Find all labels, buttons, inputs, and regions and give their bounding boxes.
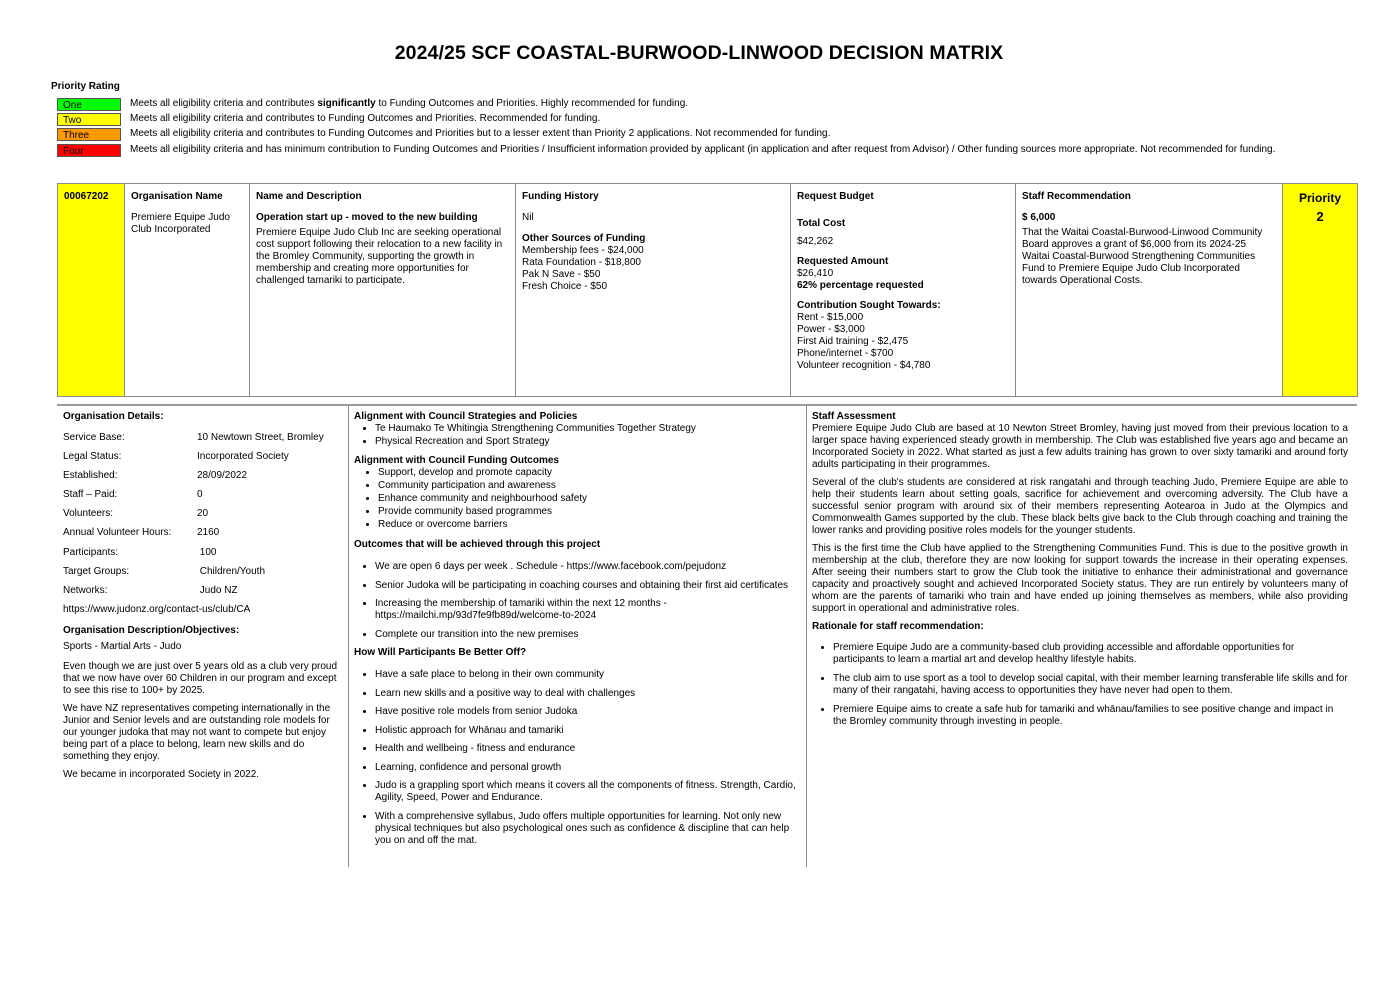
priority-rating-heading: Priority Rating — [51, 81, 120, 92]
detail-label: Networks: — [63, 584, 108, 596]
detail-row — [63, 489, 338, 508]
detail-label: Legal Status: — [63, 451, 122, 463]
list-item: • Premiere Equipe aims to create a safe hub for tamariki and whānau/families to see positive change and impact in the Bromley community through investing in people. — [833, 704, 1348, 728]
priority-value: 2 — [1316, 209, 1324, 224]
contribution-item: Phone/internet - $700 — [797, 348, 894, 359]
list-item: • Reduce or overcome barriers — [378, 519, 796, 531]
priority-description: Meets all eligibility criteria and contributes to Funding Outcomes and Priorities but to a lesser extent than Priority 2 applications. Not recommended for funding. — [130, 128, 831, 139]
staff-assessment-section — [812, 411, 1348, 735]
organisation-name: Premiere Equipe Judo Club Incorporated — [131, 212, 230, 235]
total-cost-value: $42,262 — [797, 236, 834, 247]
total-cost-label: Total Cost — [797, 218, 846, 229]
organisation-cell — [125, 184, 250, 397]
better-off-heading: How Will Participants Be Better Off? — [354, 647, 527, 658]
organisation-url[interactable]: https://www.judonz.org/contact-us/club/CA — [63, 603, 251, 615]
list-item: • Senior Judoka will be participating in coaching courses and obtaining their first aid certificates — [375, 580, 796, 592]
outcomes-list — [354, 467, 796, 531]
assessment-paragraph: Premiere Equipe Judo Club are based at 10 Newton Street Bromley, having just moved from their previous location to a larger space having experienced steady growth in membership. The Club was established five years ago and became an Incorporated Society in 2022. What started as just a few adults training has grown to over sixty tamariki and around forty adults participating in their programmes. — [812, 423, 1348, 470]
staff-assessment-heading: Staff Assessment — [812, 411, 896, 422]
other-source-item: Pak N Save - $50 — [522, 269, 601, 280]
list-item: • Have a safe place to belong in their own community — [375, 669, 796, 681]
detail-row — [63, 566, 338, 585]
better-off-list — [354, 669, 796, 847]
organisation-type: Sports - Martial Arts - Judo — [63, 640, 182, 652]
organisation-details-section — [63, 411, 338, 787]
project-outcomes-heading: Outcomes that will be achieved through this project — [354, 539, 601, 550]
funding-cell — [516, 184, 791, 397]
rationale-heading: Rationale for staff recommendation: — [812, 621, 984, 632]
detail-row — [63, 527, 338, 546]
contribution-item: Power - $3,000 — [797, 324, 865, 335]
list-item: • Premiere Equipe Judo are a community-based club providing accessible and affordable opportunities for participants to learn a martial art and develop healthy lifestyle habits. — [833, 642, 1348, 666]
detail-label: Annual Volunteer Hours: — [63, 527, 172, 539]
priority-badge-four: Four — [57, 144, 121, 157]
list-item: • Provide community based programmes — [378, 506, 796, 518]
detail-label: Volunteers: — [63, 508, 114, 520]
list-item: • The club aim to use sport as a tool to develop social capital, with their member learning transferable life skills and for many of their rangatahi, having access to opportunities they have never had open to them. — [833, 673, 1348, 697]
list-item: • Judo is a grappling sport which means it covers all the components of fitness. Strength, Cardio, Agility, Speed, Power and Endurance. — [375, 780, 796, 804]
detail-row — [63, 432, 338, 451]
list-item: • Physical Recreation and Sport Strategy — [375, 436, 796, 448]
application-table — [57, 183, 1358, 397]
organisation-name-header: Organisation Name — [131, 191, 223, 202]
list-item: • Community participation and awareness — [378, 480, 796, 492]
assessment-paragraph: Several of the club's students are considered at risk rangatahi and through teaching Judo, Premiere Equipe are able to help their students learn about setting goals, sacrifice for achievement and overcoming adversity. The Club have a successful senior program with around six of their members representing Aotearoa in Judo at the Olympics and Commonwealth Games supported by the club. These black belts give back to the Club through coaching and training the lower ranks and providing positive roles models for the younger students. — [812, 477, 1348, 536]
description-paragraph: We became in incorporated Society in 2022. — [63, 768, 260, 780]
detail-value: 20 — [197, 508, 209, 520]
contribution-item: Volunteer recognition - $4,780 — [797, 360, 931, 371]
other-source-item: Rata Foundation - $18,800 — [522, 257, 641, 268]
project-title: Operation start up - moved to the new building — [256, 212, 478, 223]
application-id: 00067202 — [64, 191, 109, 202]
rationale-list — [812, 642, 1348, 728]
list-item: • Support, develop and promote capacity — [378, 467, 796, 479]
strategies-list — [354, 423, 796, 448]
list-item: • With a comprehensive syllabus, Judo offers multiple opportunities for learning. Not only new physical techniques but also psychological ones such as confidence & discipline that can help you on and off the mat. — [375, 811, 796, 847]
organisation-description-heading: Organisation Description/Objectives: — [63, 624, 240, 636]
detail-value: Judo NZ — [197, 584, 238, 596]
list-item: • Learning, confidence and personal growth — [375, 762, 796, 774]
list-item: • Have positive role models from senior Judoka — [375, 706, 796, 718]
detail-value: Children/Youth — [197, 565, 266, 577]
priority-label: Priority — [1298, 191, 1341, 205]
project-description: Premiere Equipe Judo Club Inc are seeking operational cost support following their relocation to a new facility in the Bromley Community, supporting the growth in membership and creating more opportunities for challenged tamariki to participate. — [256, 227, 503, 286]
budget-cell — [791, 184, 1016, 397]
detail-row — [63, 470, 338, 489]
detail-value: 100 — [197, 546, 217, 558]
priority-description: Meets all eligibility criteria and contributes significantly to Funding Outcomes and Priorities. Highly recommended for funding. — [130, 98, 689, 109]
requested-amount-value: $26,410 — [797, 268, 834, 279]
description-cell — [250, 184, 516, 397]
name-description-header: Name and Description — [256, 191, 362, 202]
description-paragraph: We have NZ representatives competing internationally in the Junior and Senior levels and are outstanding role models for our younger judoka that may not want to compete but enjoy being part of a place to belong, learn new skills and do something they enjoy. — [63, 702, 331, 762]
other-source-item: Membership fees - $24,000 — [522, 245, 644, 256]
detail-value: 0 — [197, 489, 203, 501]
funding-history-header: Funding History — [522, 191, 599, 202]
detail-row — [63, 585, 338, 604]
detail-label: Established: — [63, 470, 118, 482]
contribution-item: First Aid training - $2,475 — [797, 336, 909, 347]
page-title: 2024/25 SCF COASTAL-BURWOOD-LINWOOD DECISION MATRIX — [394, 42, 1004, 64]
detail-label: Participants: — [63, 546, 119, 558]
request-budget-header: Request Budget — [797, 191, 874, 202]
application-id-cell — [58, 184, 125, 397]
list-item: • Learn new skills and a positive way to deal with challenges — [375, 688, 796, 700]
staff-recommendation-cell — [1016, 184, 1283, 397]
priority-description: Meets all eligibility criteria and has minimum contribution to Funding Outcomes and Priorities / Insufficient information provided by applicant (in application and after request from Advisor) / Other funding sources more appropriate. Not recommended for funding. — [130, 144, 1276, 155]
contribution-header: Contribution Sought Towards: — [797, 300, 941, 311]
other-sources-header: Other Sources of Funding — [522, 233, 646, 244]
requested-amount-label: Requested Amount — [797, 256, 889, 267]
priority-badge-two: Two — [57, 113, 121, 126]
list-item: • Increasing the membership of tamariki within the next 12 months - https://mailchi.mp/93d7fe9fb89d/welcome-to-2024 — [375, 598, 796, 622]
detail-value: Incorporated Society — [197, 451, 289, 463]
funding-history-value: Nil — [522, 212, 534, 223]
priority-badge-three: Three — [57, 128, 121, 141]
detail-label: Staff – Paid: — [63, 489, 118, 501]
recommendation-text: That the Waitai Coastal-Burwood-Linwood Community Board approves a grant of $6,000 from its 2024-25 Waitai Coastal-Burwood Strengthening Communities Fund to Premiere Equipe Judo Club Incorporated towards Operational Costs. — [1022, 227, 1263, 286]
list-item: • Enhance community and neighbourhood safety — [378, 493, 796, 505]
other-source-item: Fresh Choice - $50 — [522, 281, 608, 292]
priority-description: Meets all eligibility criteria and contributes to Funding Outcomes and Priorities. Recommended for funding. — [130, 113, 601, 124]
detail-value: 28/09/2022 — [197, 470, 248, 482]
detail-label: Target Groups: — [63, 565, 130, 577]
percentage-requested: 62% percentage requested — [797, 280, 924, 291]
detail-value: 2160 — [197, 527, 220, 539]
assessment-paragraph: This is the first time the Club have applied to the Strengthening Communities Fund. This is due to the positive growth in membership at the club, therefore they are now looking for support towards the increase in their operating expenses. After seeing their numbers start to grow the Club took the initiative to enhance their administrational and governance capacity and proactively sought and achieved Incorporated Society status. They are run entirely by volunteers many of whom are the parents of tamariki who train and have ended up joining themselves as members, while also providing support in operational and administrative roles. — [812, 543, 1348, 614]
list-item: • Te Haumako Te Whitingia Strengthening Communities Together Strategy — [375, 423, 796, 435]
contribution-item: Rent - $15,000 — [797, 312, 864, 323]
recommended-amount: $ 6,000 — [1022, 212, 1056, 223]
detail-value: 10 Newtown Street, Bromley — [197, 432, 324, 443]
detail-row — [63, 508, 338, 527]
project-outcomes-list — [354, 561, 796, 641]
priority-cell — [1283, 184, 1358, 397]
list-item: • Holistic approach for Whānau and tamariki — [375, 725, 796, 737]
list-item: • Health and wellbeing - fitness and endurance — [375, 743, 796, 755]
section-divider — [57, 404, 1357, 406]
detail-label: Service Base: — [63, 432, 125, 443]
priority-badge-one: One — [57, 98, 121, 111]
staff-recommendation-header: Staff Recommendation — [1022, 191, 1131, 202]
organisation-details-heading: Organisation Details: — [63, 411, 164, 422]
alignment-section — [354, 411, 796, 853]
detail-row — [63, 451, 338, 470]
detail-row — [63, 547, 338, 566]
description-paragraph: Even though we are just over 5 years old as a club very proud that we now have over 60 Children in our program and except to see this rise to 100+ by 2025. — [63, 660, 338, 696]
list-item: • We are open 6 days per week . Schedule - https://www.facebook.com/pejudonz — [375, 561, 796, 573]
column-divider — [348, 405, 349, 867]
outcomes-heading: Alignment with Council Funding Outcomes — [354, 455, 559, 466]
strategies-heading: Alignment with Council Strategies and Policies — [354, 411, 578, 422]
column-divider — [806, 405, 807, 867]
list-item: • Complete our transition into the new premises — [375, 629, 796, 641]
